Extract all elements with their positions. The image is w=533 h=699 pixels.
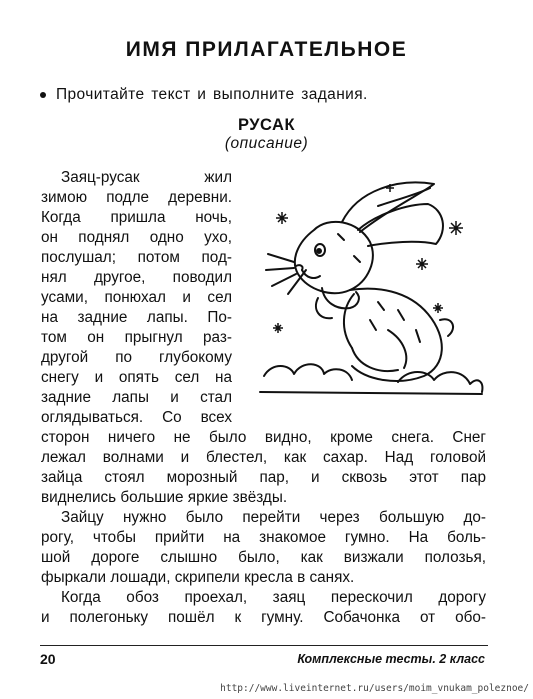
text-line: оглядываться. Со всех — [41, 409, 232, 426]
text-line: и полегоньку пошёл к гумну. Собачонка от обо- — [41, 609, 486, 626]
text-line: Зайцу нужно было перейти через большую до- — [61, 509, 486, 526]
story-subtitle: (описание) — [224, 135, 309, 152]
text-line: сторон ничего не было видно, кроме снега. Снег — [41, 429, 486, 446]
bullet-icon — [40, 92, 46, 98]
page-title: ИМЯ ПРИЛАГАТЕЛЬНОЕ — [125, 38, 408, 61]
text-line: усами, понюхал и сел — [41, 289, 232, 306]
text-line: шой дороге слышно было, как визжали полозья, — [41, 549, 486, 566]
text-line: лежал волнами и блестел, как сахар. Над головой — [41, 449, 486, 466]
text-line: он поднял одно ухо, — [41, 229, 232, 246]
text-line: Заяц-русак жил — [61, 169, 232, 186]
text-line: зайца стоял морозный пар, и сквозь этот пар — [41, 469, 486, 486]
text-line: виднелись большие яркие звёзды. — [41, 489, 288, 506]
text-line: на задние лапы. По- — [41, 309, 232, 326]
story-title: РУСАК — [237, 116, 296, 134]
instruction-text: Прочитайте текст и выполните задания. — [56, 86, 368, 103]
text-line: том он прыгнул раз- — [41, 329, 232, 346]
watermark-url: http://www.liveinternet.ru/users/moim_vnukam_poleznoe/ — [220, 683, 529, 694]
text-line: рогу, чтобы прийти на знакомое гумно. На боль- — [41, 529, 486, 546]
text-line: задние лапы и стал — [41, 389, 232, 406]
text-line: нял другое, поводил — [41, 269, 232, 286]
page-number: 20 — [40, 651, 56, 667]
hare-illustration-icon — [258, 170, 484, 398]
text-line: другой по глубокому — [41, 349, 232, 366]
instruction — [40, 86, 368, 104]
text-line: послушал; потом под- — [41, 249, 232, 266]
footer-book-title: Комплексные тесты. 2 класс — [297, 652, 485, 666]
text-line: Когда обоз проехал, заяц перескочил дорогу — [61, 589, 486, 606]
footer-divider — [40, 645, 488, 646]
text-line: фыркали лошади, скрипели кресла в санях. — [41, 569, 355, 586]
text-line: снегу и опять сел на — [41, 369, 232, 386]
text-line: зимою подле деревни. — [41, 189, 232, 206]
text-line: Когда пришла ночь, — [41, 209, 232, 226]
